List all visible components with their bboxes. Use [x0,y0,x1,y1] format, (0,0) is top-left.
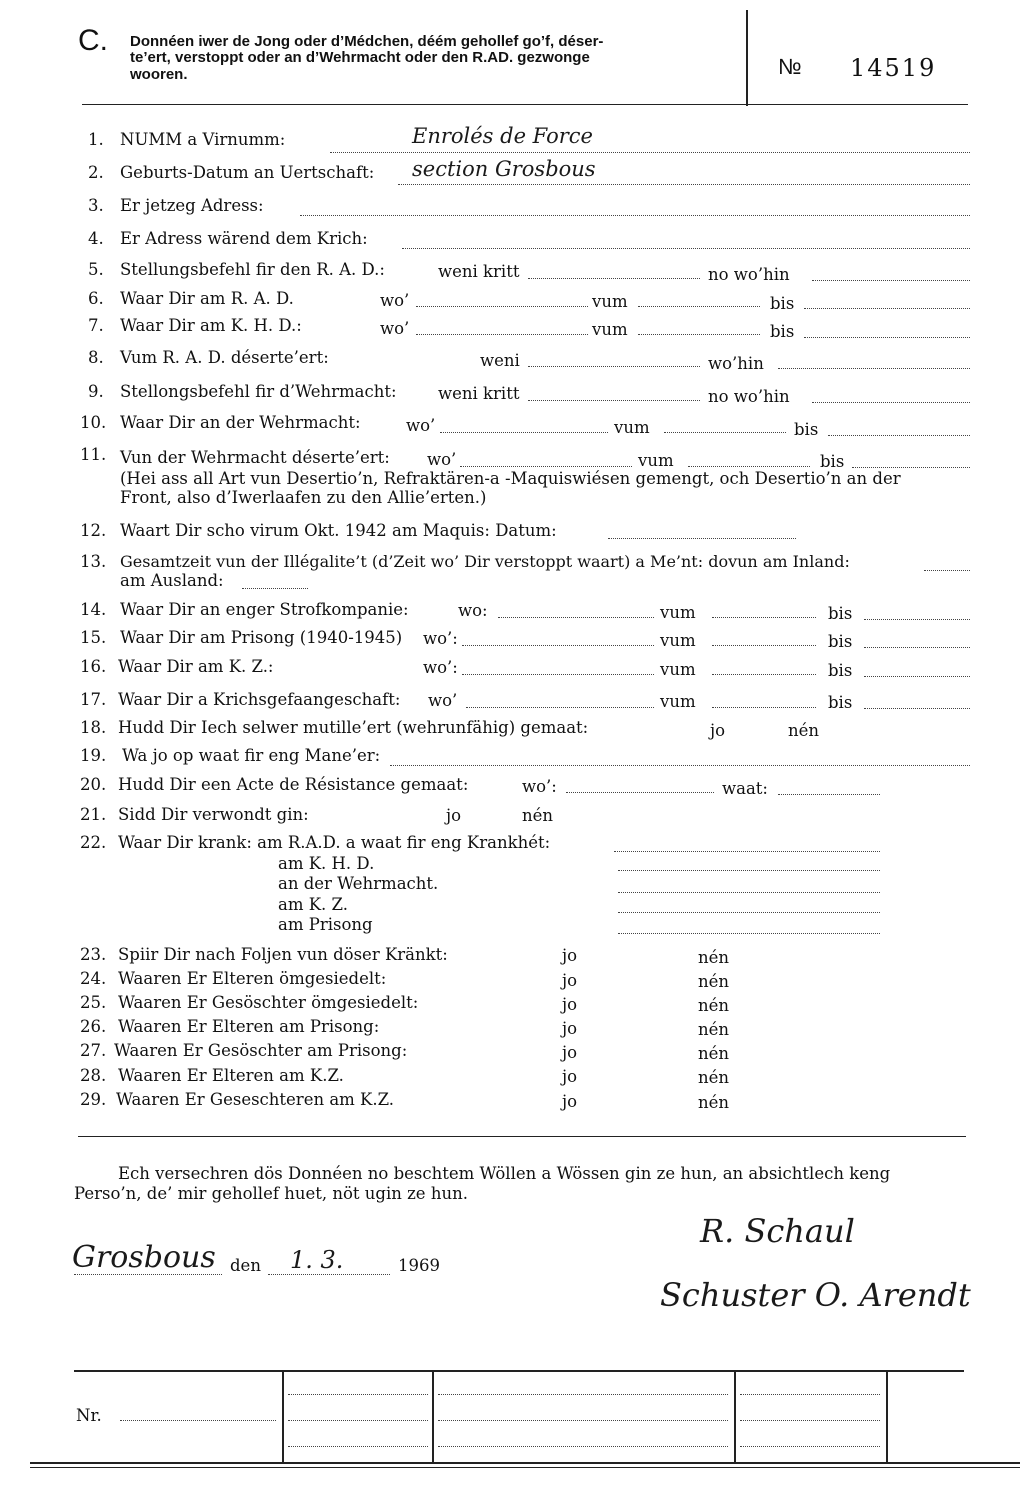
answer-nen: nén [698,1020,730,1039]
note-line-2: Front, also d’Iwerlaafen zu den Allie’erten.) [120,488,487,507]
answer-jo: jo [562,971,578,990]
fill-line [416,334,588,335]
row-label: Waaren Er Elteren am K.Z. [118,1066,344,1085]
fill-line [740,1420,880,1421]
row-label: Hudd Dir een Acte de Résistance gemaat: [118,775,469,794]
row-num: 21. [80,805,107,824]
signature-1: R. Schaul [700,1212,855,1250]
row-num: 8. [88,348,104,367]
row-label: Waart Dir scho virum Okt. 1942 am Maquis: Datum: [120,521,557,540]
answer-nen: nén [698,996,730,1015]
row-field-c: bis [770,322,795,341]
row-num: 5. [88,260,104,279]
fill-line [618,870,880,871]
row-label: Waaren Er Gesöschter ömgesiedelt: [118,993,419,1012]
fill-line [638,334,760,335]
row-field-c: bis [770,294,795,313]
row-label: Waaren Er Elteren ömgesiedelt: [118,969,387,988]
row-label: Waar Dir an der Wehrmacht: [120,413,361,432]
row-field-a: wo: [458,601,488,620]
row-field-b: vum [660,660,696,679]
fill-line [614,851,880,852]
fill-line [804,337,970,338]
answer-jo: jo [562,1092,578,1111]
row-field-a: wo’ [406,416,436,435]
row-num: 27. [80,1041,107,1060]
row-field-a: wo’ [427,450,457,469]
fill-line [398,184,970,185]
answer-nen: nén [698,972,730,991]
row-label: Spiir Dir nach Foljen vun döser Kränkt: [118,945,448,964]
row-field-a: wo’ [428,691,458,710]
row-field-b: no wo’hin [708,387,790,406]
fill-line [778,794,880,795]
header-title-line-2: te’ert, verstoppt oder an d’Wehrmacht oder den R.AD. gezwonge [130,49,590,66]
nr-label: Nr. [76,1406,102,1425]
row-label: Er Adress wärend dem Krich: [120,229,368,248]
answer-jo: jo [562,995,578,1014]
answer-nen: nén [698,1093,730,1112]
row-field-c: bis [794,420,819,439]
header-title-line-1: Donnéen iwer de Jong oder d’Médchen, déém gehollef go’f, déser- [130,33,604,50]
fill-line [330,152,970,153]
fill-line [528,366,700,367]
row-field-b: no wo’hin [708,265,790,284]
row-num: 14. [80,600,107,619]
answer-nen: nén [698,1068,730,1087]
fill-line [812,280,970,281]
fill-line [390,765,970,766]
fill-line [300,215,970,216]
footer-top-rule [74,1370,964,1372]
answer-jo: jo [446,806,462,825]
signature-2: Schuster O. Arendt [660,1276,971,1314]
footer-col-divider [432,1370,434,1462]
footer-bottom-rule [30,1462,1020,1464]
row-field-a: weni kritt [438,384,520,403]
fill-line [466,707,654,708]
handwritten-name: Enrolés de Force [412,124,593,148]
row-num: 25. [80,993,107,1012]
row-label: Vun der Wehrmacht déserte’ert: [120,448,390,467]
row-num: 20. [80,775,107,794]
row-label: Waar Dir krank: am R.A.D. a waat fir eng Krankhét: [118,833,551,852]
fill-line [608,538,796,539]
sub-item: an der Wehrmacht. [278,874,439,893]
fill-line [864,708,970,709]
row-num: 1. [88,130,104,149]
answer-jo: jo [710,721,726,740]
fill-line [688,466,810,467]
row-num: 3. [88,196,104,215]
fill-line [740,1394,880,1395]
row-field-a: wo’: [423,629,458,648]
fill-line [804,308,970,309]
fill-line [864,619,970,620]
number-sign: № [778,54,802,79]
fill-line [712,674,816,675]
row-field-a: wo’: [423,658,458,677]
answer-jo: jo [562,1043,578,1062]
row-label: Waar Dir am K. H. D.: [120,316,302,335]
row-field-b: vum [660,692,696,711]
row-num: 10. [80,413,107,432]
section-rule [78,1136,966,1137]
row-num: 17. [80,690,107,709]
fill-line [740,1446,880,1447]
answer-jo: jo [562,1019,578,1038]
fill-line [528,278,700,279]
header-divider [746,10,748,106]
row-num: 16. [80,657,107,676]
row-num: 13. [80,552,107,571]
row-num: 19. [80,746,107,765]
header-rule [82,104,968,105]
answer-nen: nén [522,806,554,825]
row-num: 9. [88,382,104,401]
answer-jo: jo [562,1067,578,1086]
handwritten-place: Grosbous [72,1240,216,1275]
row-num: 29. [80,1090,107,1109]
row-label: Hudd Dir Iech selwer mutille’ert (wehrunfähig) gemaat: [118,718,589,737]
note-line-1: (Hei ass all Art vun Desertio’n, Refraktären-a -Maquiswiésen gemengt, och Desertio’n an der [120,469,901,488]
row-field-b: vum [592,292,628,311]
row-label: NUMM a Virnumm: [120,130,286,149]
fill-line [438,1420,728,1421]
year: 1969 [398,1256,440,1275]
row-num: 15. [80,628,107,647]
sub-item: am Prisong [278,915,373,934]
declaration-line-2: Perso’n, de’ mir gehollef huet, nöt ugin ze hun. [74,1184,468,1203]
row-field-b: wo’hin [708,354,764,373]
fill-line [288,1394,428,1395]
answer-nen: nén [698,948,730,967]
answer-nen: nén [698,1044,730,1063]
footer-col-divider [734,1370,736,1462]
row-label: Stellungsbefehl fir den R. A. D.: [120,260,385,279]
row-label: Waar Dir am K. Z.: [118,657,274,676]
fill-line [618,933,880,934]
row-sub-label: am Ausland: [120,571,224,590]
fill-line [864,647,970,648]
fill-line [120,1420,276,1421]
fill-line [712,617,816,618]
serial-number: 14519 [850,54,937,82]
fill-line [712,707,816,708]
row-field-c: bis [820,452,845,471]
row-label: Sidd Dir verwondt gin: [118,805,309,824]
row-num: 6. [88,289,104,308]
row-field-c: bis [828,632,853,651]
row-label: Gesamtzeit vun der Illégalite’t (d’Zeit wo’ Dir verstoppt waart) a Me’nt: dovun am Inland: [120,552,850,571]
sub-item: am K. Z. [278,895,348,914]
row-label: Waar Dir am R. A. D. [120,289,294,308]
row-label: Waaren Er Geseschteren am K.Z. [116,1090,395,1109]
row-field-c: bis [828,693,853,712]
sub-item: am K. H. D. [278,854,375,873]
row-label: Er jetzeg Adress: [120,196,264,215]
fill-line [712,645,816,646]
row-field-c: bis [828,661,853,680]
row-num: 11. [80,445,107,464]
fill-line [438,1446,728,1447]
row-label: Waar Dir an enger Strofkompanie: [120,600,409,619]
header-title-line-3: wooren. [130,66,188,83]
row-label: Geburts-Datum an Uertschaft: [120,163,375,182]
row-field-b: waat: [722,779,768,798]
row-field-b: vum [638,451,674,470]
fill-line [288,1446,428,1447]
row-field-c: bis [828,604,853,623]
fill-line [664,432,786,433]
fill-line [528,400,700,401]
fill-line [462,674,654,675]
fill-line [460,466,632,467]
den-label: den [230,1256,261,1275]
row-label: Waaren Er Gesöschter am Prisong: [114,1041,408,1060]
row-label: Waar Dir am Prisong (1940-1945) [120,628,403,647]
fill-line [268,1274,390,1275]
fill-line [462,645,654,646]
footer-col-divider [282,1370,284,1462]
row-num: 24. [80,969,107,988]
fill-line [74,1274,222,1275]
fill-line [288,1420,428,1421]
fill-line [438,1394,728,1395]
fill-line [618,912,880,913]
row-num: 7. [88,316,104,335]
fill-line [440,432,608,433]
fill-line [778,368,970,369]
row-num: 12. [80,521,107,540]
row-field-a: wo’: [522,777,557,796]
row-field-a: wo’ [380,319,410,338]
row-field-a: wo’ [380,291,410,310]
row-num: 22. [80,833,107,852]
handwritten-date: 1. 3. [290,1246,344,1274]
row-field-b: vum [660,631,696,650]
section-letter: C. [78,24,108,57]
row-num: 26. [80,1017,107,1036]
row-num: 18. [80,718,107,737]
fill-line [864,676,970,677]
row-label: Wa jo op waat fir eng Mane’er: [122,746,381,765]
answer-nen: nén [788,721,820,740]
answer-jo: jo [562,946,578,965]
fill-line [828,435,970,436]
row-num: 28. [80,1066,107,1085]
declaration-line-1: Ech versechren dös Donnéen no beschtem Wöllen a Wössen gin ze hun, an absichtlech keng [118,1164,891,1183]
footer-col-divider [886,1370,888,1462]
row-num: 23. [80,945,107,964]
fill-line [924,570,970,571]
fill-line [402,248,970,249]
row-field-b: vum [614,418,650,437]
footer-bottom-rule-2 [30,1467,1020,1468]
fill-line [416,306,588,307]
fill-line [618,892,880,893]
row-field-a: weni [480,351,520,370]
fill-line [852,467,970,468]
row-field-b: vum [660,603,696,622]
fill-line [638,306,760,307]
row-num: 2. [88,163,104,182]
row-num: 4. [88,229,104,248]
row-field-a: weni kritt [438,262,520,281]
fill-line [812,402,970,403]
row-label: Waaren Er Elteren am Prisong: [118,1017,380,1036]
fill-line [566,792,714,793]
row-label: Stellongsbefehl fir d’Wehrmacht: [120,382,397,401]
row-label: Vum R. A. D. déserte’ert: [120,348,329,367]
row-label: Waar Dir a Krichsgefaangeschaft: [118,690,401,709]
fill-line [242,588,308,589]
row-field-b: vum [592,320,628,339]
fill-line [498,617,654,618]
handwritten-birth: section Grosbous [412,157,596,181]
